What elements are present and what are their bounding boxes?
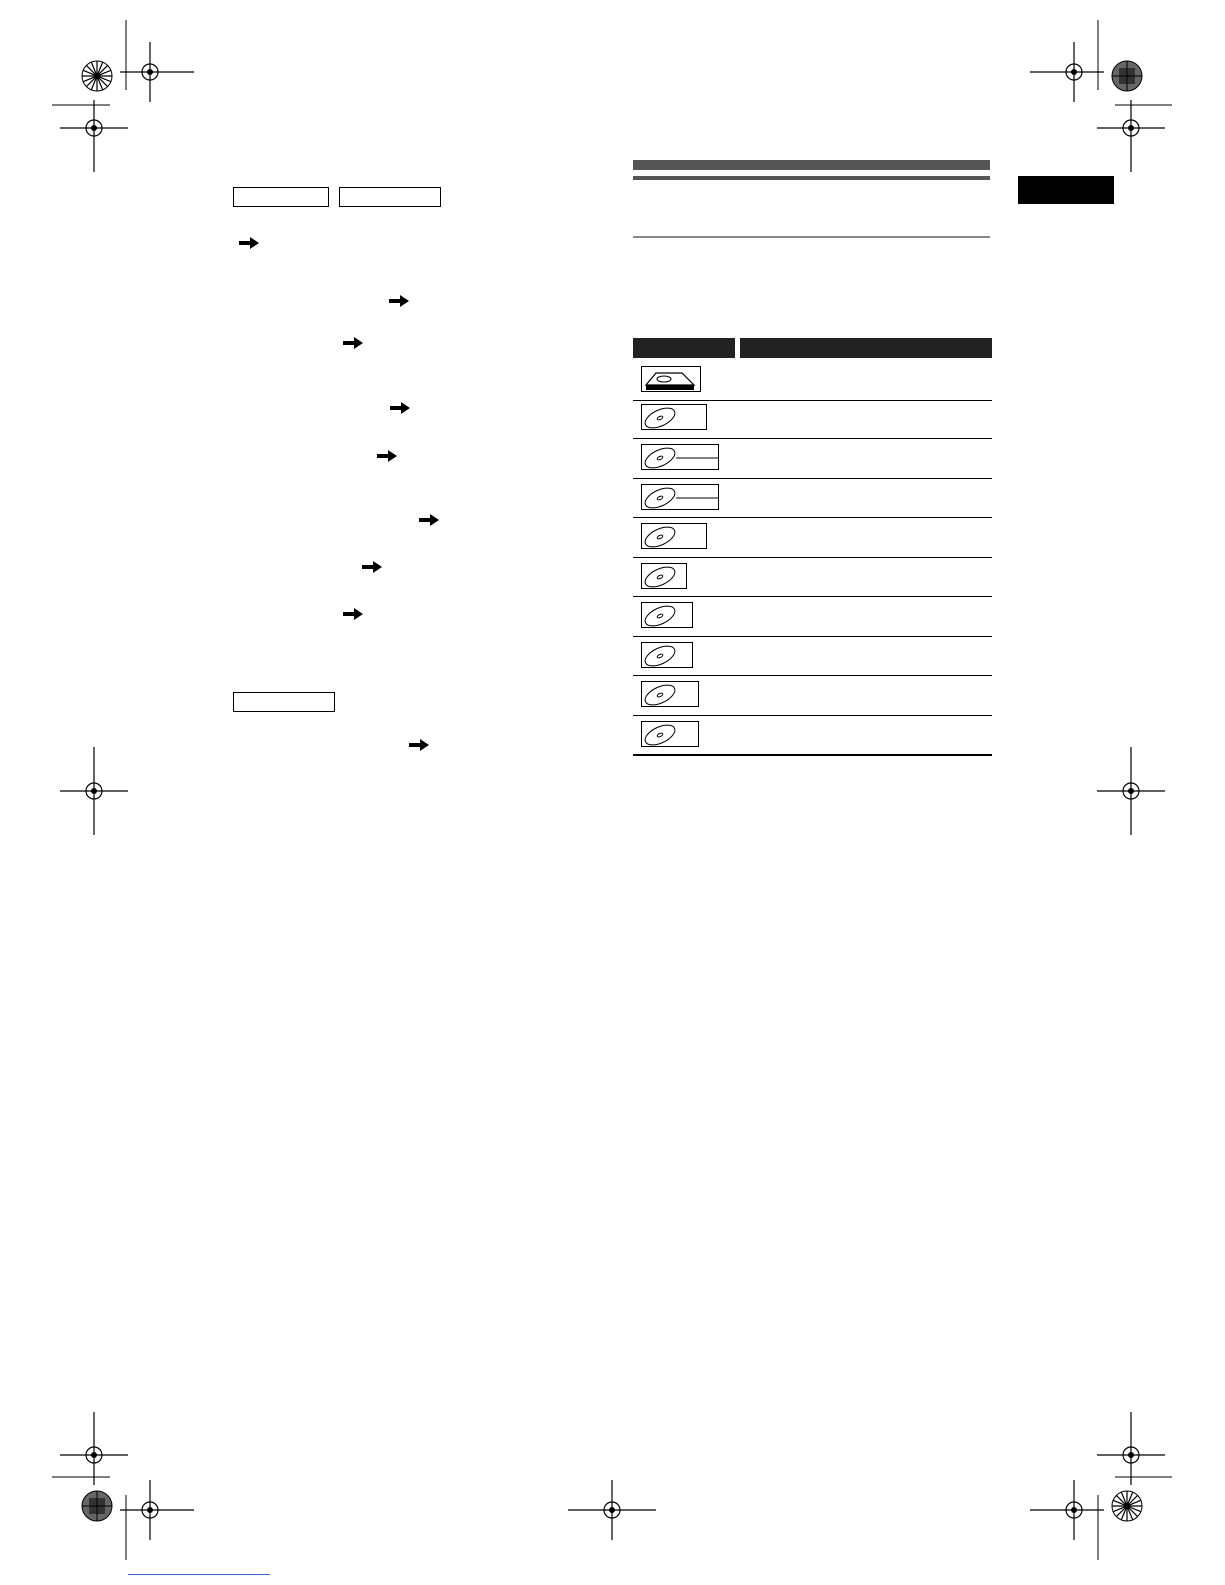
- label-box-lower: [233, 692, 335, 712]
- disc-icon: [641, 642, 693, 668]
- section-heading-rule: [633, 176, 990, 180]
- disc-icon: [641, 444, 719, 470]
- disc-icon: [641, 563, 687, 589]
- footer-link-underline: [128, 1573, 270, 1575]
- table-row: [633, 478, 992, 518]
- disc-icon: [641, 484, 719, 510]
- table-row: [633, 557, 992, 597]
- reference-arrow-icon: [419, 513, 439, 525]
- reference-arrow-icon: [389, 294, 409, 306]
- reference-arrow-icon: [390, 401, 410, 413]
- table-row: [633, 360, 992, 401]
- reference-arrow-icon: [239, 236, 259, 248]
- reference-arrow-icon: [343, 607, 363, 619]
- table-row: [633, 517, 992, 558]
- table-row: [633, 596, 992, 637]
- table-row: [633, 438, 992, 479]
- starburst-marks: [82, 61, 1142, 1521]
- table-row: [633, 398, 992, 439]
- table-row: [633, 636, 992, 676]
- table-row: [633, 675, 992, 716]
- section-heading-bar: [633, 160, 990, 170]
- hard-disk-icon: [641, 366, 701, 392]
- reference-arrow-icon: [362, 560, 382, 572]
- reference-arrow-icon: [343, 336, 363, 348]
- reference-arrow-icon: [377, 449, 397, 461]
- table-row: [633, 715, 992, 756]
- table-header-description: [740, 338, 992, 358]
- disc-icon: [641, 602, 693, 628]
- disc-icon: [641, 721, 699, 747]
- section-divider: [633, 236, 990, 238]
- label-box-top-a: [233, 187, 329, 207]
- reference-arrow-icon: [409, 738, 429, 750]
- label-box-top-b: [339, 187, 441, 207]
- section-tab: [1018, 176, 1114, 204]
- disc-icon: [641, 523, 707, 549]
- disc-icon: [641, 404, 707, 430]
- disc-icon: [641, 681, 699, 707]
- crosshair-targets: [60, 42, 1165, 1540]
- table-header-media: [633, 338, 735, 358]
